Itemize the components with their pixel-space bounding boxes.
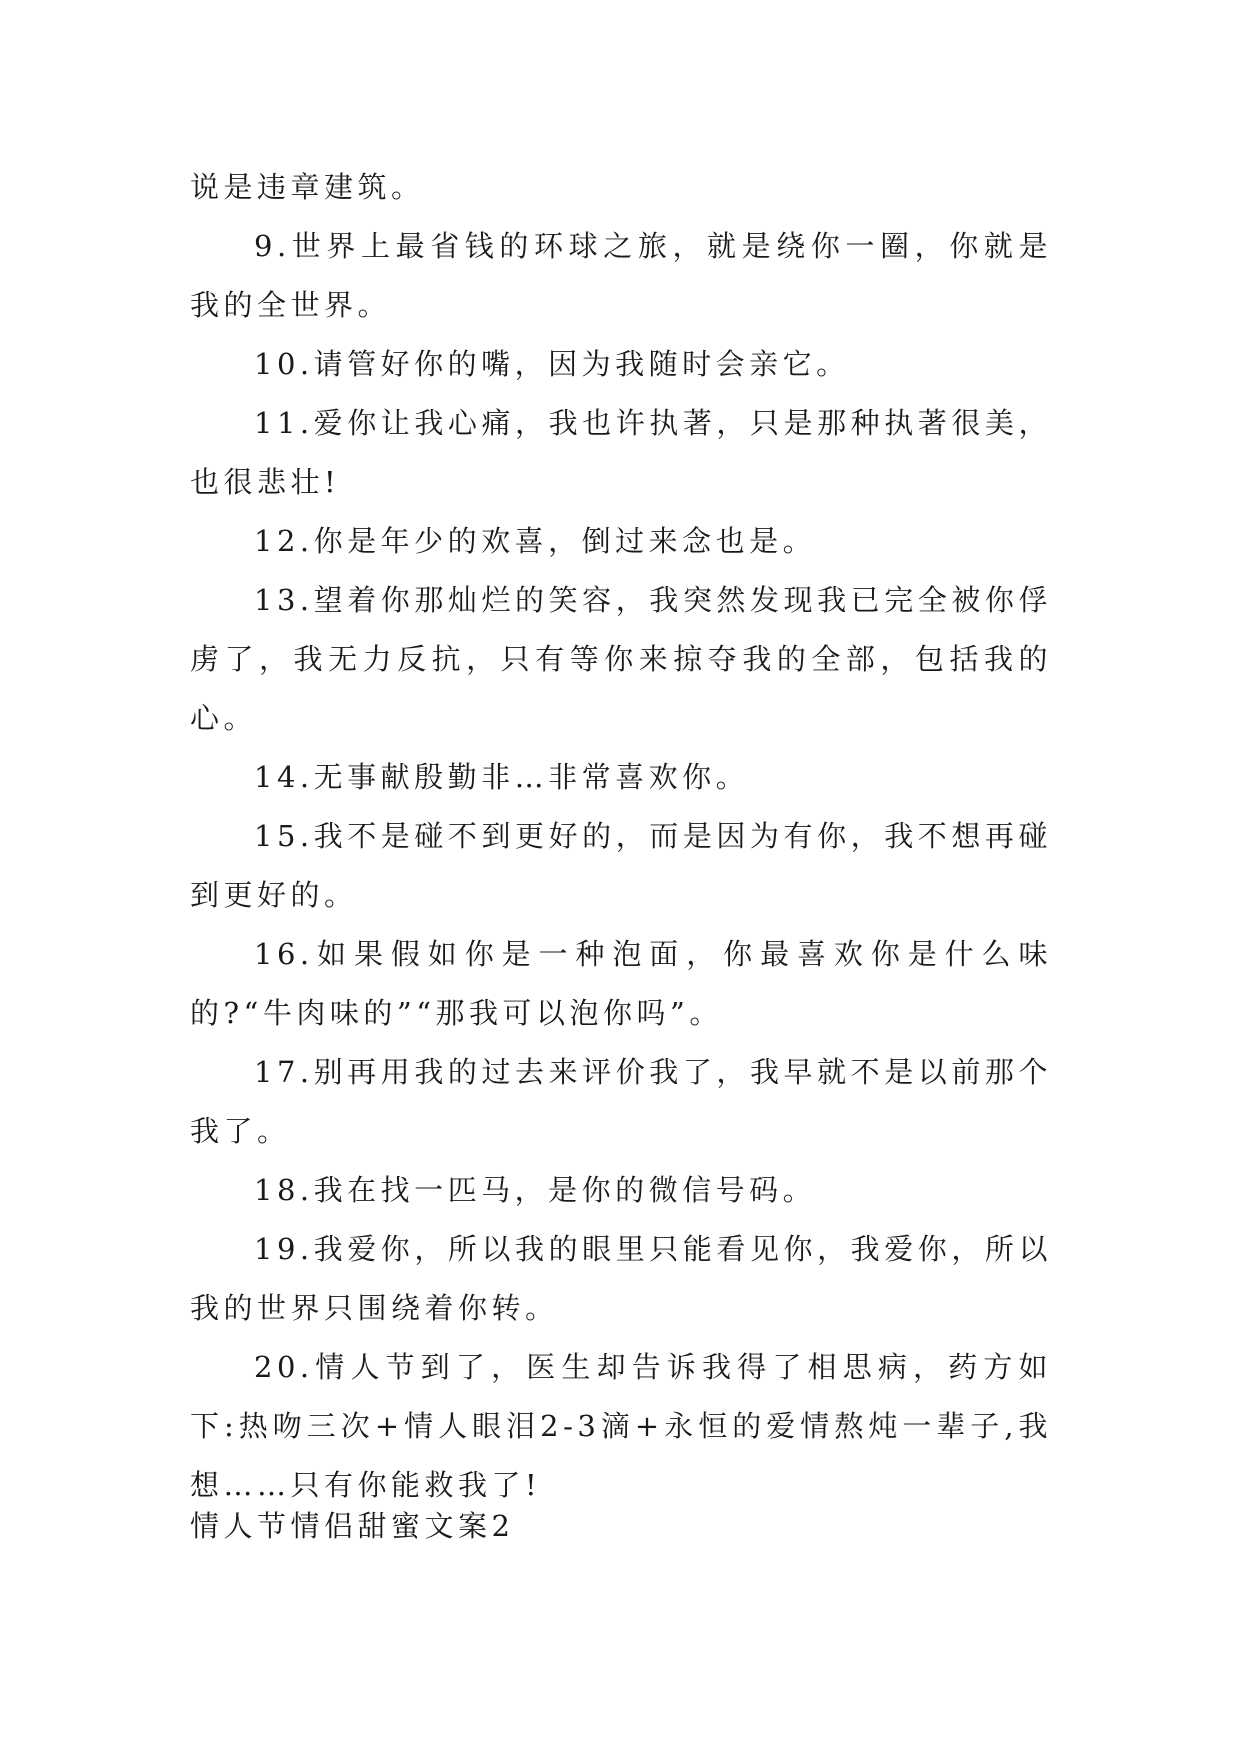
paragraph-item-13: 13.望着你那灿烂的笑容，我突然发现我已完全被你俘虏了，我无力反抗，只有等你来掠夺我的全部，包括我的心。 (190, 583, 1052, 735)
paragraph-item-9: 9.世界上最省钱的环球之旅，就是绕你一圈，你就是我的全世界。 (190, 229, 1052, 322)
paragraph-item-19: 19.我爱你，所以我的眼里只能看见你，我爱你，所以我的世界只围绕着你转。 (190, 1232, 1052, 1325)
paragraph-item-15: 15.我不是碰不到更好的，而是因为有你，我不想再碰到更好的。 (190, 819, 1052, 912)
paragraph-item-17: 17.别再用我的过去来评价我了，我早就不是以前那个我了。 (190, 1055, 1052, 1148)
paragraph-item-14: 14.无事献殷勤非…非常喜欢你。 (254, 760, 750, 794)
document-body (190, 158, 1052, 1515)
section-heading: 情人节情侣甜蜜文案2 (190, 1509, 515, 1543)
paragraph-item-11: 11.爱你让我心痛，我也许执著，只是那种执著很美，也很悲壮! (190, 406, 1052, 499)
paragraph-item-12: 12.你是年少的欢喜，倒过来念也是。 (254, 524, 817, 558)
paragraph-continuation: 说是违章建筑。 (190, 170, 425, 204)
paragraph-item-16: 16.如果假如你是一种泡面，你最喜欢你是什么味的?“牛肉味的”“那我可以泡你吗”。 (190, 937, 1052, 1030)
paragraph-item-18: 18.我在找一匹马，是你的微信号码。 (254, 1173, 817, 1207)
paragraph-item-20: 20.情人节到了，医生却告诉我得了相思病，药方如下:热吻三次+情人眼泪2-3滴+永恒的爱情熬炖一辈子,我想……只有你能救我了! (190, 1350, 1052, 1502)
paragraph-item-10: 10.请管好你的嘴，因为我随时会亲它。 (254, 347, 850, 381)
